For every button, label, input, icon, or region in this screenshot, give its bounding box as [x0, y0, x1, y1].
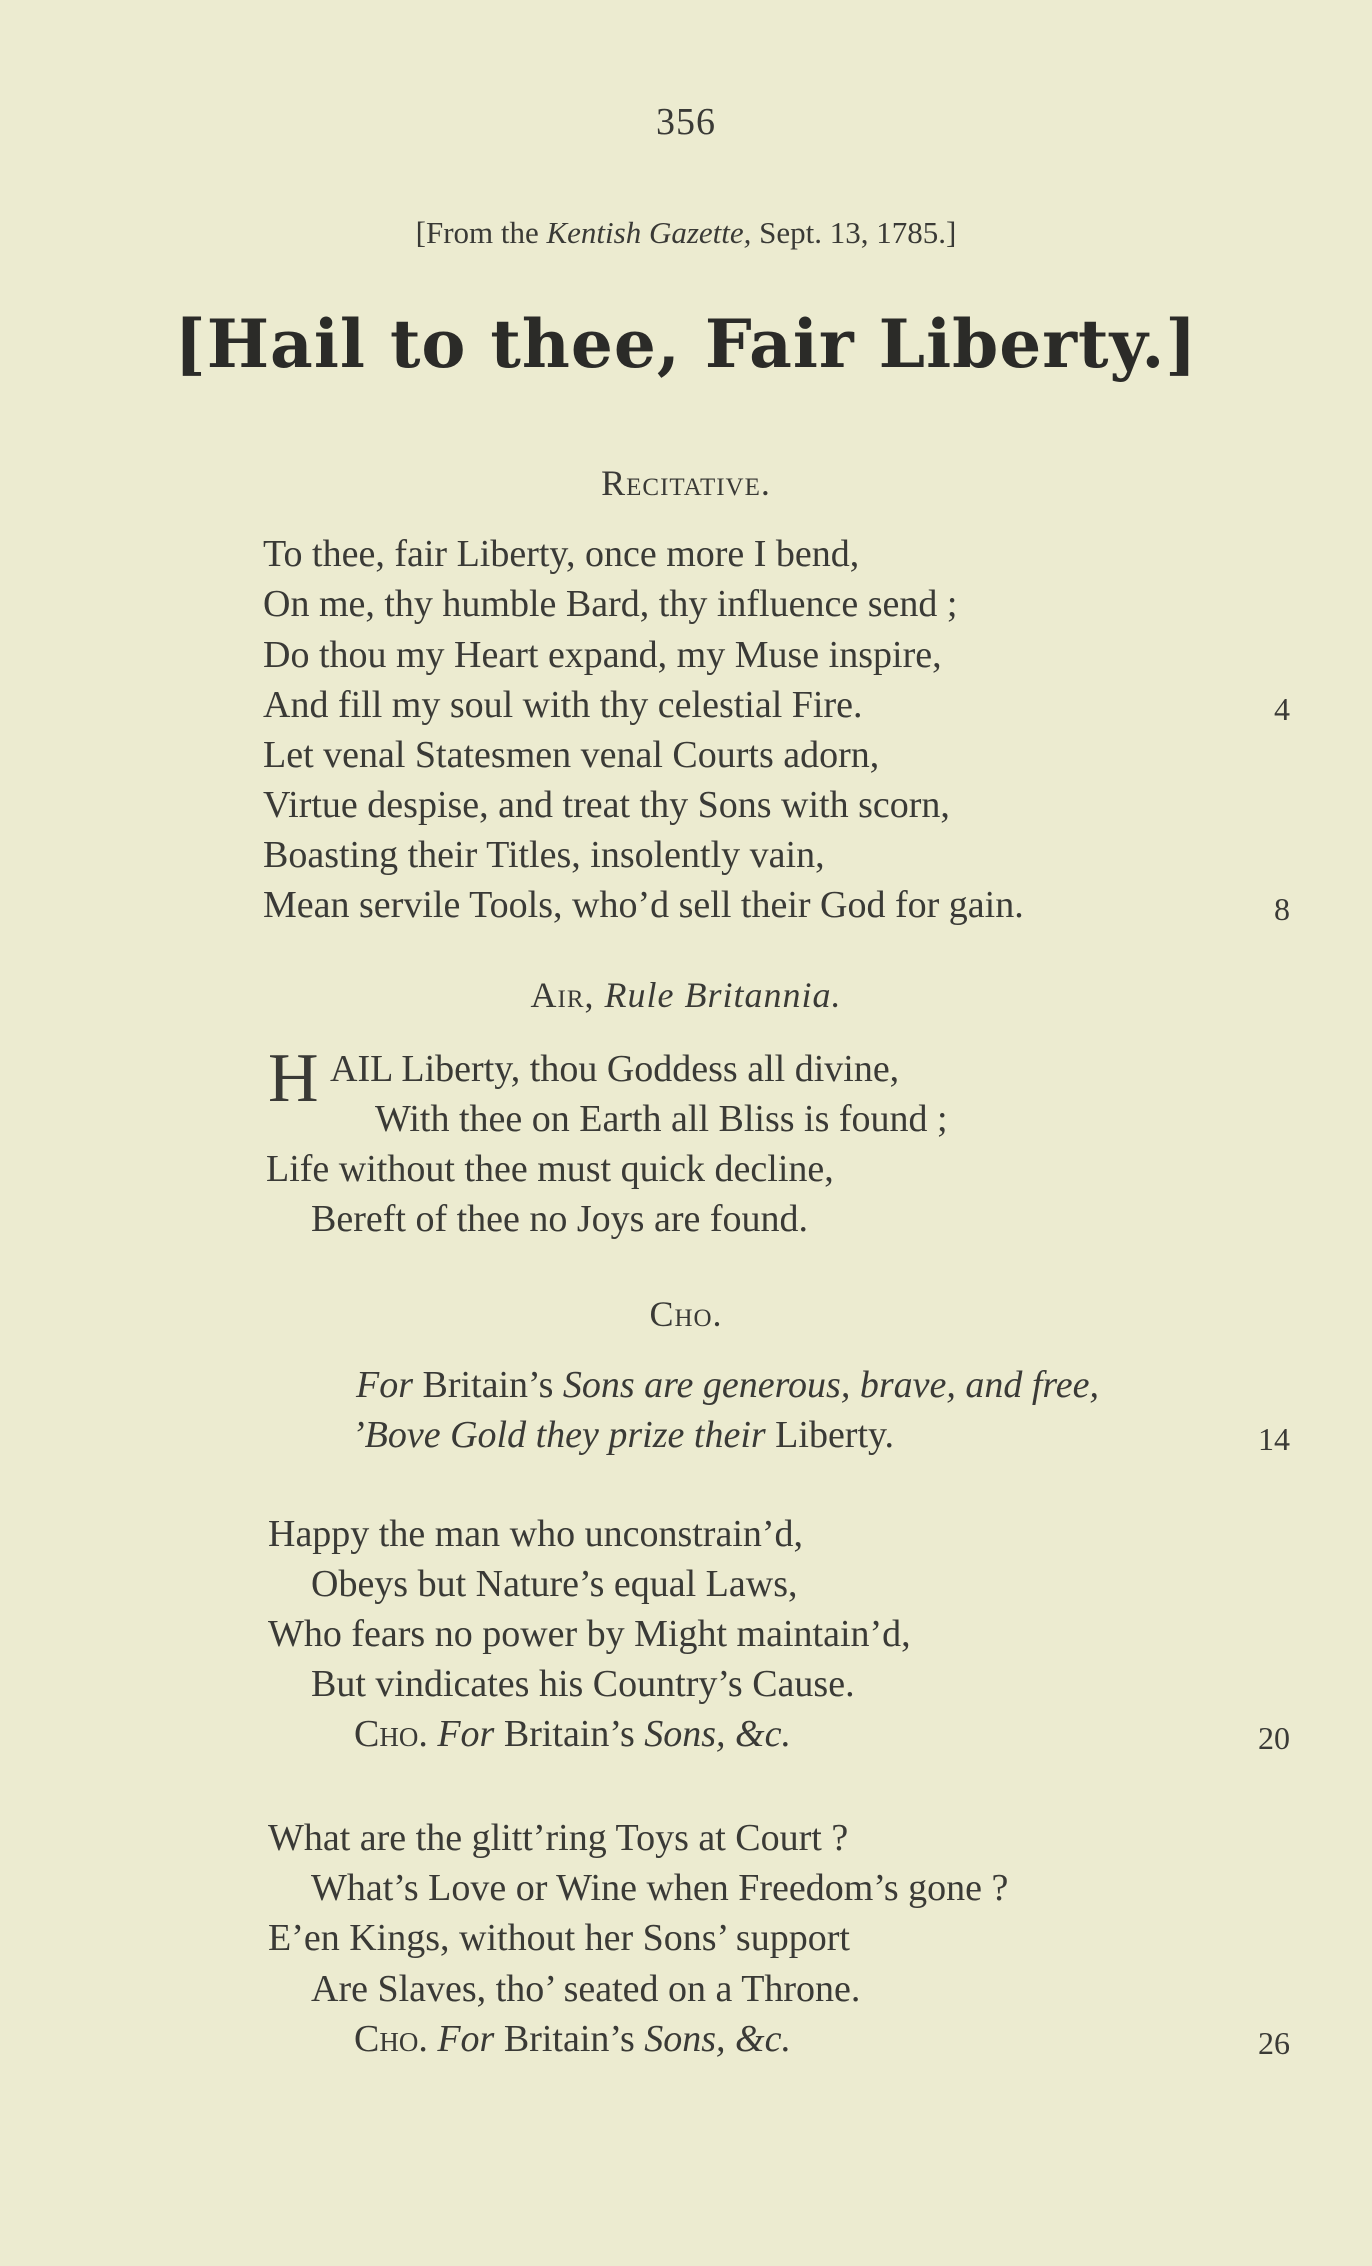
- recitative-line-8: Mean servile Tools, who’d sell their God for gain.: [263, 884, 1024, 926]
- chorus-line-1-a: For: [356, 1364, 413, 1406]
- air-tune: Rule Britannia.: [604, 975, 842, 1015]
- source-suffix: Sept. 13, 1785.]: [751, 215, 957, 250]
- recitative-line-5: Let venal Statesmen venal Courts adorn,: [263, 734, 880, 776]
- verse3-line-1: What are the glitt’ring Toys at Court ?: [268, 1817, 849, 1859]
- chorus-heading: Cho.: [649, 1294, 723, 1334]
- verse2-cho-a: For: [437, 1713, 495, 1755]
- verse2-cho-b: Britain’s: [494, 1713, 645, 1755]
- drop-cap: H: [268, 1040, 319, 1117]
- verse2-line-2: Obeys but Nature’s equal Laws,: [311, 1563, 798, 1605]
- verse3-line-4: Are Slaves, tho’ seated on a Throne.: [311, 1968, 861, 2010]
- recitative-line-6: Virtue despise, and treat thy Sons with scorn,: [263, 784, 950, 826]
- verse3-cho-label: Cho.: [354, 2018, 428, 2060]
- chorus-line-1-b: Britain’s: [413, 1364, 563, 1406]
- verse3-line-2: What’s Love or Wine when Freedom’s gone ?: [311, 1867, 1009, 1909]
- recitative-heading: Recitative.: [601, 463, 771, 503]
- recitative-line-3: Do thou my Heart expand, my Muse inspire,: [263, 634, 942, 676]
- chorus-line-1: [356, 1360, 1099, 1410]
- verse2-chorus: [354, 1709, 791, 1759]
- chorus-line-2-a: ’Bove Gold they prize their: [352, 1414, 766, 1456]
- air-heading: [0, 974, 1372, 1016]
- recitative-line-1: To thee, fair Liberty, once more I bend,: [263, 533, 860, 575]
- verse3-cho-b: Britain’s: [494, 2018, 645, 2060]
- line-number-26: 26: [1258, 2025, 1290, 2061]
- verse1-line-1: AIL Liberty, thou Goddess all divine,: [330, 1048, 900, 1090]
- line-number-8: 8: [1274, 891, 1290, 927]
- poem-title: [Hail to thee, Fair Liberty.]: [174, 305, 1198, 383]
- chorus-line-2: [352, 1410, 894, 1460]
- verse2-cho-label: Cho.: [354, 1713, 428, 1755]
- chorus-line-1-c: Sons are generous, brave, and free,: [562, 1364, 1100, 1406]
- line-number-14: 14: [1258, 1421, 1290, 1457]
- verse1-line-4: Bereft of thee no Joys are found.: [311, 1198, 809, 1240]
- verse2-line-4: But vindicates his Country’s Cause.: [311, 1663, 855, 1705]
- verse2-line-3: Who fears no power by Might maintain’d,: [268, 1613, 911, 1655]
- recitative-line-7: Boasting their Titles, insolently vain,: [263, 834, 825, 876]
- verse2-cho-c: Sons, &c.: [644, 1713, 791, 1755]
- source-prefix: [From the: [415, 215, 547, 250]
- recitative-line-2: On me, thy humble Bard, thy influence send ;: [263, 583, 958, 625]
- verse1-line-2: With thee on Earth all Bliss is found ;: [375, 1098, 948, 1140]
- recitative-line-4: And fill my soul with thy celestial Fire.: [263, 684, 863, 726]
- verse3-chorus: [354, 2014, 791, 2064]
- line-number-20: 20: [1258, 1720, 1290, 1756]
- verse1-line-3: Life without thee must quick decline,: [266, 1148, 834, 1190]
- verse3-cho-c: Sons, &c.: [644, 2018, 791, 2060]
- verse3-line-3: E’en Kings, without her Sons’ support: [268, 1917, 850, 1959]
- verse3-cho-a: For: [437, 2018, 495, 2060]
- line-number-4: 4: [1274, 691, 1290, 727]
- chorus-line-2-b: Liberty.: [765, 1414, 895, 1456]
- air-label: Air,: [530, 975, 595, 1015]
- source-publication: Kentish Gazette,: [546, 215, 752, 250]
- verse2-line-1: Happy the man who unconstrain’d,: [268, 1513, 804, 1555]
- page-number: 356: [656, 101, 716, 143]
- source-note: [0, 215, 1372, 251]
